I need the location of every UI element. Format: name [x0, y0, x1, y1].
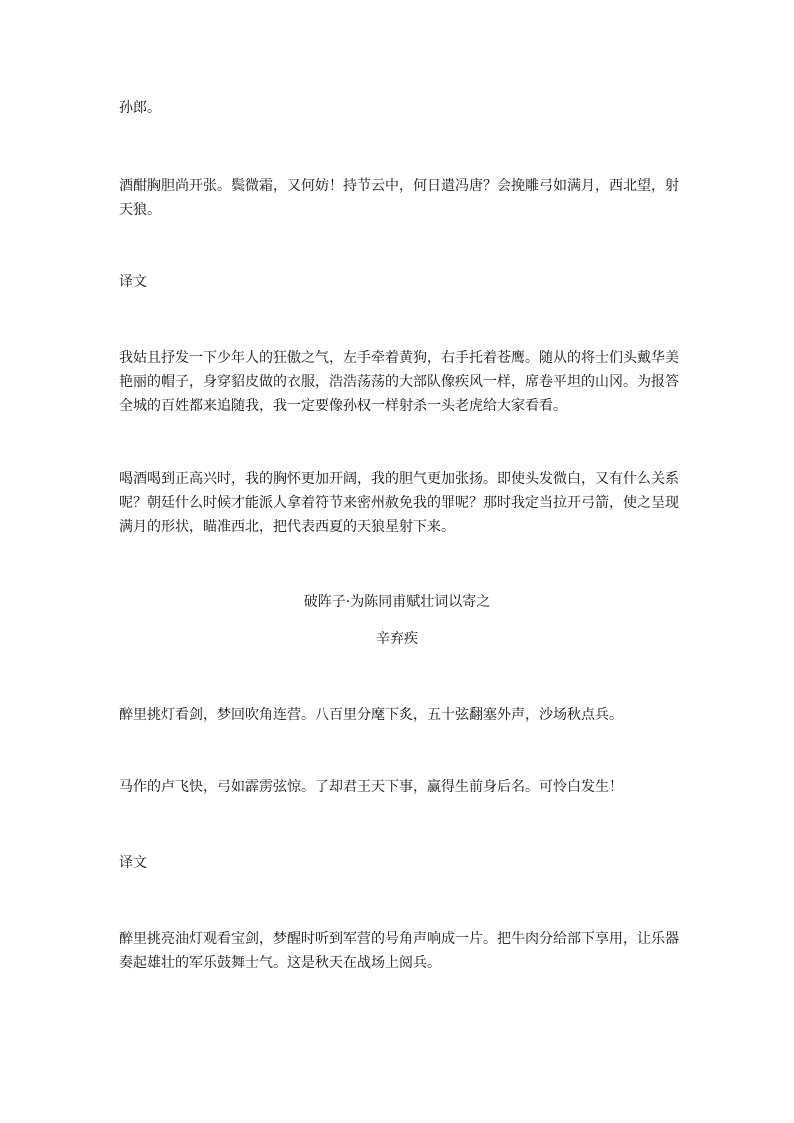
paragraph-translation-1b: 喝酒喝到正高兴时，我的胸怀更加开阔，我的胆气更加张扬。即使头发微白，又有什么关系呢？朝廷什么时候才能派人拿着符节来密州赦免我的罪呢？那时我定当拉开弓箭，使之呈现满月的形状，瞄准西北，把代表西夏的天狼星射下来。	[119, 471, 679, 535]
paragraph-poem-stanza-1: 醉里挑灯看剑，梦回吹角连营。八百里分麾下炙，五十弦翻塞外声，沙场秋点兵。	[119, 707, 623, 723]
heading-translation-2: 译文	[119, 855, 147, 871]
paragraph-translation-2: 醉里挑亮油灯观看宝剑，梦醒时听到军营的号角声响成一片。把牛肉分给部下享用，让乐器奏起雄壮的军乐鼓舞士气。这是秋天在战场上阅兵。	[119, 931, 679, 971]
paragraph-poem-stanza-2: 马作的卢飞快，弓如霹雳弦惊。了却君王天下事，赢得生前身后名。可怜白发生！	[119, 779, 623, 795]
paragraph-poem-second-stanza: 酒酣胸胆尚开张。鬓微霜，又何妨！持节云中，何日遣冯唐？会挽雕弓如满月，西北望，射天狼。	[119, 178, 679, 218]
heading-translation-1: 译文	[119, 274, 147, 290]
poem-title: 破阵子·为陈同甫赋壮词以寄之	[303, 594, 491, 610]
poem-author: 辛弃疾	[376, 631, 418, 647]
paragraph-sun-lang: 孙郎。	[119, 100, 161, 116]
paragraph-translation-1a: 我姑且抒发一下少年人的狂傲之气，左手牵着黄狗，右手托着苍鹰。随从的将士们头戴华美艳丽的帽子，身穿貂皮做的衣服，浩浩荡荡的大部队像疾风一样，席卷平坦的山冈。为报答全城的百姓都来追随我，我一定要像孙权一样射杀一头老虎给大家看看。	[119, 350, 679, 414]
